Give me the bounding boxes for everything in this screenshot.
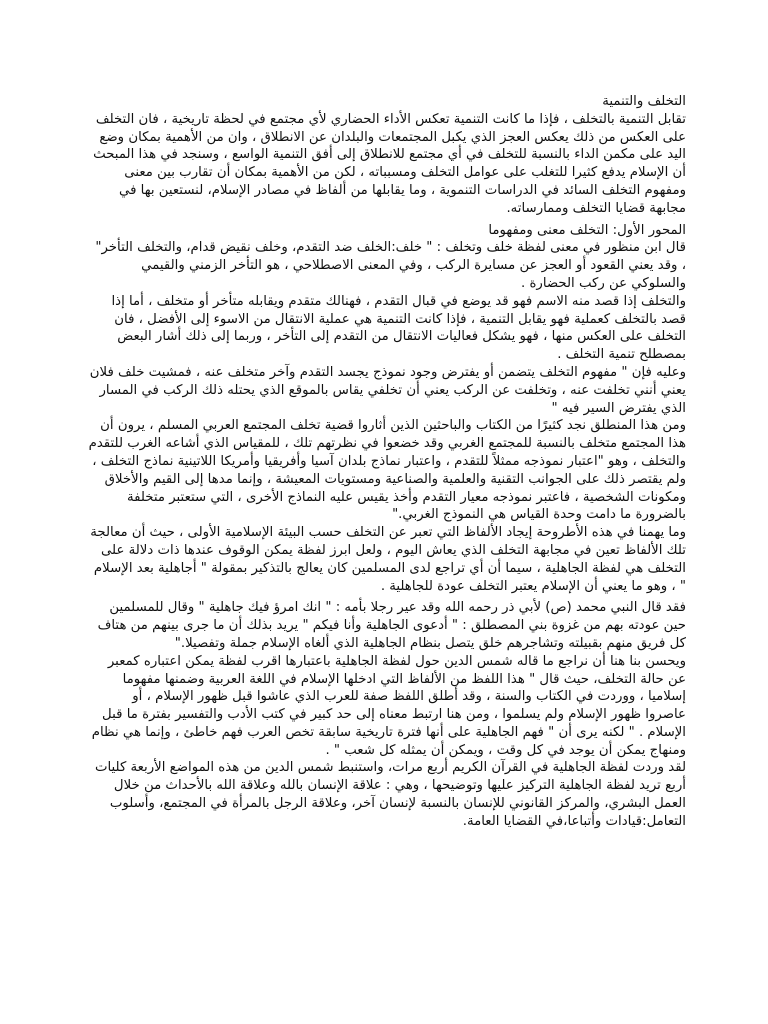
- paragraph: فقد قال النبي محمد (ص) لأبي ذر رحمه الله وقد عير رجلا بأمه : " انك امرؤ فيك جاهلية " وقال للمسلمين حين عودته بهم من غزوة بني المصطلق : " أدعوى الجاهلية وأنا فيكم " يريد بذلك أن ما جرى بينهم من هتاف كل فريق منهم بقبيلته وتشاجرهم خلق يتصل بنظام الجاهلية الذي ألغاه الإسلام جملة وتفصيلا.": [97, 600, 686, 651]
- section-heading: المحور الأول: التخلف معنى ومفهوما: [488, 222, 686, 238]
- document-page: [88, 93, 686, 831]
- paragraph: قال ابن منظور في معنى لفظة خلف وتخلف : " خلف:الخلف ضد التقدم، وخلف نقيض قدام، والتخلف التأخر" ، وقد يعني القعود أو العجز عن مسايرة الركب ، وفي المعنى الاصطلاحي ، هو التأخر الزمني والقيمي والسلوكي عن ركب الحضارة .: [95, 240, 686, 291]
- paragraph: ويحسن بنا هنا أن نراجع ما قاله شمس الدين حول لفظة الجاهلية باعتبارها اقرب لفظة يمكن اعتباره كمعبر عن حالة التخلف، حيث قال " هذا اللفظ من الألفاظ التي ادخلها الإسلام في اللغة العربية وضمنها مفهوما إسلاميا ، ووردت في الكتاب والسنة ، وقد أطلق اللفظ صفة للعرب الذي عاشوا قبل ظهور الإسلام ، أو عاصروا ظهور الإسلام ولم يسلموا ، ومن هنا ارتبط معناه إلى حد كبير في كتب الأدب والتفسير بفترة ما قبل الإسلام . " لكنه يرى أن " فهم الجاهلية على أنها فترة تاريخية سابقة تخص العرب فهم خاطئ ، وإنما هي نظام ومنهاج يمكن أن يوجد في كل وقت ، ويمكن أن يمثله كل شعب " .: [91, 653, 686, 758]
- intro-paragraph: تقابل التنمية بالتخلف ، فإذا ما كانت التنمية تعكس الأداء الحضاري لأي مجتمع في لحظة تاريخية ، فان التخلف على العكس من ذلك يعكس العجز الذي يكبل المجتمعات والبلدان عن الانطلاق ، وان من الأهمية بمكان وضع اليد على مكمن الداء بالنسبة للتخلف في أي مجتمع للانطلاق إلى أفق التنمية الواسع ، وسنجد في هذا المبحث أن الإسلام يدفع كثيرا للتغلب على عوامل التخلف ومسبباته ، لكن من الأهمية بمكان أن تقارب بين معنى ومفهوم التخلف السائد في الدراسات التنموية ، وما يقابلها من ألفاظ في مصادر الإسلام، لنستعين بها في مجابهة قضايا التخلف وممارساته.: [93, 111, 686, 216]
- paragraph: والتخلف إذا قصد منه الاسم فهو قد يوضع في قبال التقدم ، فهنالك متقدم ويقابله متأخر أو متخلف ، أما إذا قصد بالتخلف كعملية فهو يقابل التنمية ، فإذا كانت التنمية هي عملية الانتقال من الاسوء إلى الأفضل ، فان التخلف على العكس منها ، فهو يشكل فعاليات الانتقال من التقدم إلى التأخر ، وربما إلى ذلك أشار البعض بمصطلح تنمية التخلف .: [111, 293, 686, 363]
- paragraph: لقد وردت لفظة الجاهلية في القرآن الكريم أربع مرات، واستنبط شمس الدين من هذه المواضع الأربعة كليات أربع تريد لفظة الجاهلية التركيز عليها وتوضيحها ، وهي : علاقة الإنسان بالله وعلاقة الله بالأحداث من خلال العمل البشري، والمركز القانوني للإنسان بالنسبة لإنسان آخر، وعلاقة الرجل بالمرأة في المجتمع، وأسلوب التعامل:قيادات وأتباعا،في القضايا العامة.: [94, 760, 686, 829]
- paragraph: ومن هذا المنطلق نجد كثيرًا من الكتاب والباحثين الذين أثاروا قضية تخلف المجتمع العربي المسلم ، يرون أن هذا المجتمع متخلف بالنسبة للمجتمع الغربي وقد خضعوا في نظرتهم تلك ، للمقياس الذي أشاعه الغرب للتقدم والتخلف ، وهو "اعتبار نموذجه ممثلاً للتقدم ، واعتبار نماذج بلدان آسيا وأفريقيا وأمريكا اللاتينية نماذج التخلف ، ولم يقتصر ذلك على الجوانب التقنية والعلمية والصناعية ومستويات المعيشة ، وإنما مدها إلى القيم والأخلاق ومكونات الشخصية ، فاعتبر نموذجه معيار التقدم وأخذ يقيس عليه النماذج الأخرى ، التي ستعتبر متخلفة بالضرورة ما دامت وحدة القياس هي النموذج الغربي.": [88, 418, 686, 523]
- document-title: التخلف والتنمية: [602, 94, 686, 109]
- paragraph: وعليه فإن " مفهوم التخلف يتضمن أو يفترض وجود نموذج يجسد التقدم وآخر متخلف عنه ، فمشيت خلف فلان يعني أنني تخلفت عنه ، وتخلفت عن الركب يعني أن تخلفي يقاس بالموقع الذي يحتله ذلك الركب في المسار الذي يفترض السير فيه ": [89, 364, 686, 416]
- paragraph: وما يهمنا في هذه الأطروحة إيجاد الألفاظ التي تعبر عن التخلف حسب البيئة الإسلامية الأولى ، حيث أن معالجة تلك الألفاظ تعين في مجابهة التخلف الذي يعاش اليوم ، ولعل ابرز لفظة يمكن الوقوف عندها ذات دلالة على التخلف هي لفظة الجاهلية ، سيما أن أي تراجع لدى المسلمين كان يعالج بالتذكير بمقولة " أجاهلية بعد الإسلام " ، وهو ما يعني أن الإسلام يعتبر التخلف عودة للجاهلية .: [90, 525, 686, 594]
